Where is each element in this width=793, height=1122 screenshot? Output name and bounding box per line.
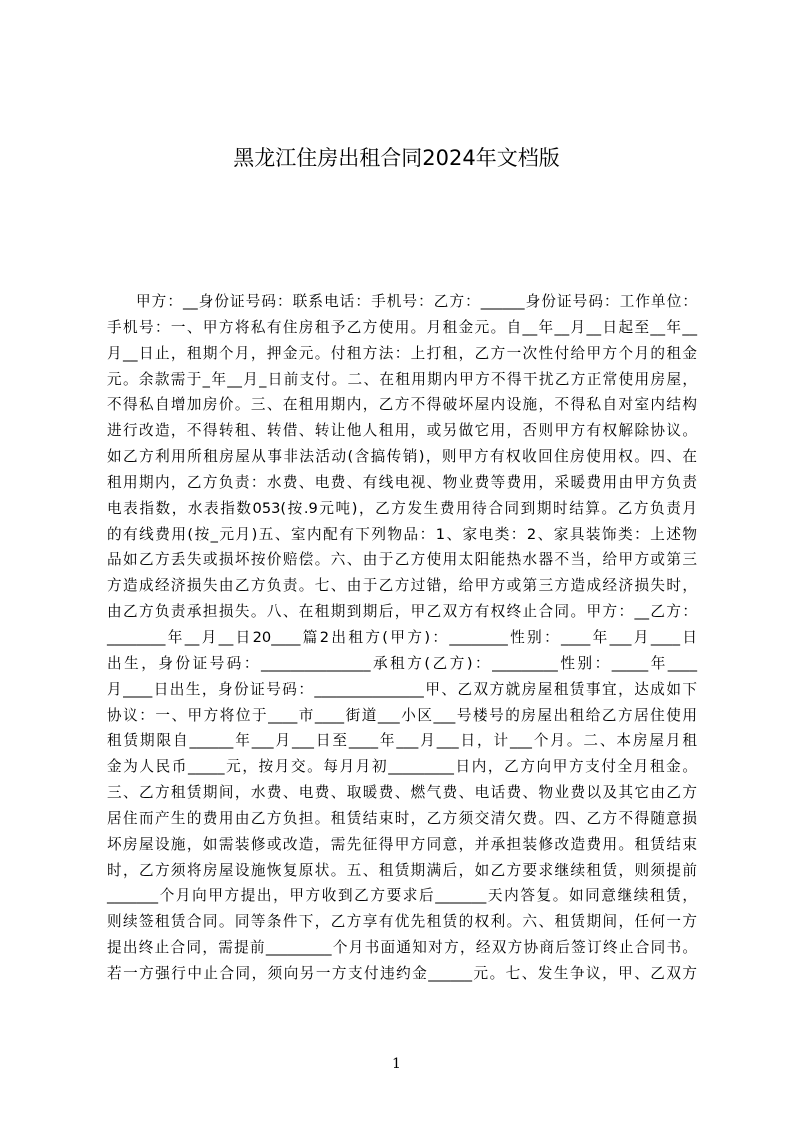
contract-body [107, 289, 697, 987]
body-line-11: 品如乙方丢失或损坏按价赔偿。六、由于乙方使用太阳能热水器不当，给甲方或第三 [107, 551, 697, 569]
body-line-1: 甲方：__身份证号码：联系电话：手机号：乙方：______身份证号码：工作单位： [136, 293, 697, 310]
body-line-24: _______个月向甲方提出，甲方收到乙方要求后_______天内答复。如同意继续租赁， [107, 887, 697, 905]
body-line-15: 出生，身份证号码：_______________承租方(乙方)：_________性别：_____年____ [107, 654, 697, 672]
body-line-20: 三、乙方租赁期间，水费、电费、取暖费、燃气费、电话费、物业费以及其它由乙方 [107, 784, 697, 802]
body-line-21: 居住而产生的费用由乙方负担。租赁结束时，乙方须交清欠费。四、乙方不得随意损 [107, 809, 697, 827]
body-line-13: 由乙方负责承担损失。八、在租期到期后，甲乙双方有权终止合同。甲方：__乙方： [107, 603, 697, 621]
body-line-23: 时，乙方须将房屋设施恢复原状。五、租赁期满后，如乙方要求继续租赁，则须提前 [107, 861, 697, 879]
body-line-3: 月__日止，租期个月，押金元。付租方法：上打租，乙方一次性付给甲方个月的租金 [107, 344, 697, 362]
body-line-4: 元。余款需于_年__月_日前支付。二、在租用期内甲方不得干扰乙方正常使用房屋， [107, 370, 697, 388]
body-line-17: 协议：一、甲方将位于____市____街道___小区___号楼号的房屋出租给乙方居住使用 [107, 706, 697, 724]
body-line-26: 提出终止合同，需提前_________个月书面通知对方，经双方协商后签订终止合同书。 [107, 939, 697, 957]
body-line-19: 金为人民币_____元，按月交。每月月初_________日内，乙方向甲方支付全月租金。 [107, 758, 697, 776]
body-line-25: 则续签租赁合同。同等条件下，乙方享有优先租赁的权利。六、租赁期间，任何一方 [107, 913, 697, 931]
body-line-2: 手机号：一、甲方将私有住房租予乙方使用。月租金元。自__年__月__日起至__年__ [107, 318, 697, 336]
body-line-27: 若一方强行中止合同，须向另一方支付违约金______元。七、发生争议，甲、乙双方 [107, 964, 697, 982]
body-line-5: 不得私自增加房价。三、在租用期内，乙方不得破坏屋内设施，不得私自对室内结构 [107, 396, 697, 414]
body-line-6: 进行改造，不得转租、转借、转让他人租用，或另做它用，否则甲方有权解除协议。 [107, 422, 697, 440]
body-line-18: 租赁期限自______年___月___日至____年___月___日，计___个月。二、本房屋月租 [107, 732, 697, 750]
body-line-7: 如乙方利用所租房屋从事非法活动(含搞传销)，则甲方有权收回住房使用权。四、在 [107, 448, 697, 466]
body-line-8: 租用期内，乙方负责：水费、电费、有线电视、物业费等费用，采暖费用由甲方负责 [107, 473, 697, 491]
page-number: 1 [392, 1056, 401, 1072]
body-line-22: 坏房屋设施，如需装修或改造，需先征得甲方同意，并承担装修改造费用。租赁结束 [107, 835, 697, 853]
body-line-9: 电表指数，水表指数053(按.9元吨)，乙方发生费用待合同到期时结算。乙方负责月 [107, 499, 697, 517]
document-title: 黑龙江住房出租合同2024年文档版 [233, 146, 560, 170]
body-line-16: 月____日出生，身份证号码：_______________甲、乙双方就房屋租赁事宜，达成如下 [107, 680, 697, 698]
body-line-14: ________年__月__日20____篇2出租方(甲方)：________性别：____年___月____日 [107, 628, 697, 646]
body-line-12: 方造成经济损失由乙方负责。七、由于乙方过错，给甲方或第三方造成经济损失时， [107, 577, 697, 595]
body-line-10: 的有线费用(按_元月)五、室内配有下列物品：1、家电类：2、家具装饰类：上述物 [107, 525, 697, 543]
